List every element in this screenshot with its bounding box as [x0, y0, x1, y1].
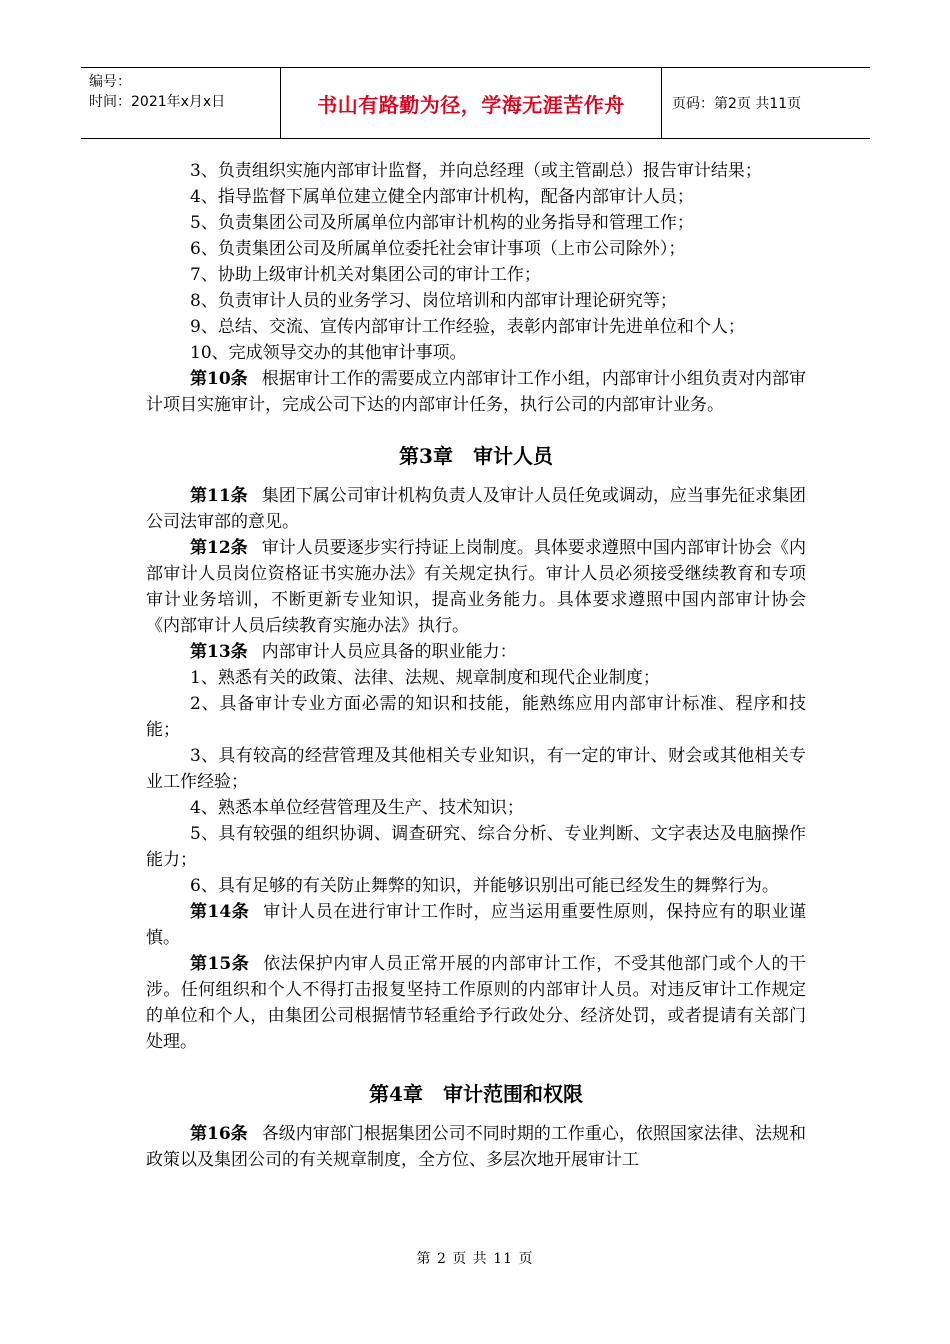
header-motto: 书山有路勤为径，学海无涯苦作舟	[281, 68, 662, 138]
article-text: 各级内审部门根据集团公司不同时期的工作重心，依照国家法律、法规和政策以及集团公司的有关规章制度，全方位、多层次地开展审计工	[146, 1124, 806, 1170]
chapter-heading-4: 第4章 审计范围和权限	[369, 1082, 583, 1106]
article-11	[146, 483, 806, 535]
article-10	[146, 366, 806, 418]
article-label: 第15条	[190, 954, 250, 974]
article-label: 第10条	[190, 369, 248, 389]
list-item: 6、具有足够的有关防止舞弊的知识，并能够识别出可能已经发生的舞弊行为。	[190, 876, 779, 896]
article-text: 审计人员在进行审计工作时，应当运用重要性原则，保持应有的职业谨慎。	[146, 902, 806, 948]
list-item: 5、具有较强的组织协调、调查研究、综合分析、专业判断、文字表达及电脑操作能力；	[146, 824, 806, 870]
list-item: 7、协助上级审计机关对集团公司的审计工作；	[190, 265, 541, 285]
list-item: 2、具备审计专业方面必需的知识和技能，能熟练应用内部审计标准、程序和技能；	[146, 694, 806, 740]
list-item: 4、指导监督下属单位建立健全内部审计机构，配备内部审计人员；	[190, 187, 694, 207]
article-label: 第13条	[190, 642, 248, 662]
article-14	[146, 899, 806, 951]
document-date: 时间：2021年x月x日	[89, 94, 226, 110]
article-16	[146, 1121, 806, 1173]
chapter-heading-3: 第3章 审计人员	[399, 444, 553, 468]
header-page-info: 页码：第2页 共11页	[672, 96, 802, 112]
document-body	[146, 158, 806, 1173]
article-text: 依法保护内审人员正常开展的内部审计工作，不受其他部门或个人的干涉。任何组织和个人不得打击报复坚持工作原则的内部审计人员。对违反审计工作规定的单位和个人，由集团公司根据情节轻重给予行政处分、经济处罚，或者提请有关部门处理。	[146, 954, 806, 1052]
list-item: 3、具有较高的经营管理及其他相关专业知识，有一定的审计、财会或其他相关专业工作经验；	[146, 746, 806, 792]
list-item: 6、负责集团公司及所属单位委托社会审计事项（上市公司除外）；	[190, 239, 686, 259]
header-meta	[81, 68, 281, 138]
list-item: 4、熟悉本单位经营管理及生产、技术知识；	[190, 798, 524, 818]
article-label: 第16条	[190, 1124, 248, 1144]
article-text: 根据审计工作的需要成立内部审计工作小组，内部审计小组负责对内部审计项目实施审计，完成公司下达的内部审计任务，执行公司的内部审计业务。	[146, 369, 806, 415]
page-footer: 第 2 页 共 11 页	[416, 1251, 534, 1267]
list-item: 10、完成领导交办的其他审计事项。	[190, 343, 467, 363]
article-text: 审计人员要逐步实行持证上岗制度。具体要求遵照中国内部审计协会《内部审计人员岗位资格证书实施办法》有关规定执行。审计人员必须接受继续教育和专项审计业务培训，不断更新专业知识，提高业务能力。具体要求遵照中国内部审计协会《内部审计人员后续教育实施办法》执行。	[146, 538, 806, 636]
list-item: 8、负责审计人员的业务学习、岗位培训和内部审计理论研究等；	[190, 291, 677, 311]
article-13	[146, 639, 806, 665]
document-number-label: 编号：	[89, 74, 131, 90]
list-item: 1、熟悉有关的政策、法律、法规、规章制度和现代企业制度；	[190, 668, 660, 688]
article-label: 第12条	[190, 538, 248, 558]
article-label: 第11条	[190, 486, 248, 506]
article-text: 集团下属公司审计机构负责人及审计人员任免或调动，应当事先征求集团公司法审部的意见。	[146, 486, 806, 532]
list-item: 5、负责集团公司及所属单位内部审计机构的业务指导和管理工作；	[190, 213, 694, 233]
article-label: 第14条	[190, 902, 250, 922]
list-item: 9、总结、交流、宣传内部审计工作经验，表彰内部审计先进单位和个人；	[190, 317, 745, 337]
article-12	[146, 535, 806, 639]
article-15	[146, 951, 806, 1055]
article-text: 内部审计人员应具备的职业能力：	[261, 642, 517, 662]
page-header	[81, 67, 870, 139]
list-item: 3、负责组织实施内部审计监督，并向总经理（或主管副总）报告审计结果；	[190, 161, 762, 181]
